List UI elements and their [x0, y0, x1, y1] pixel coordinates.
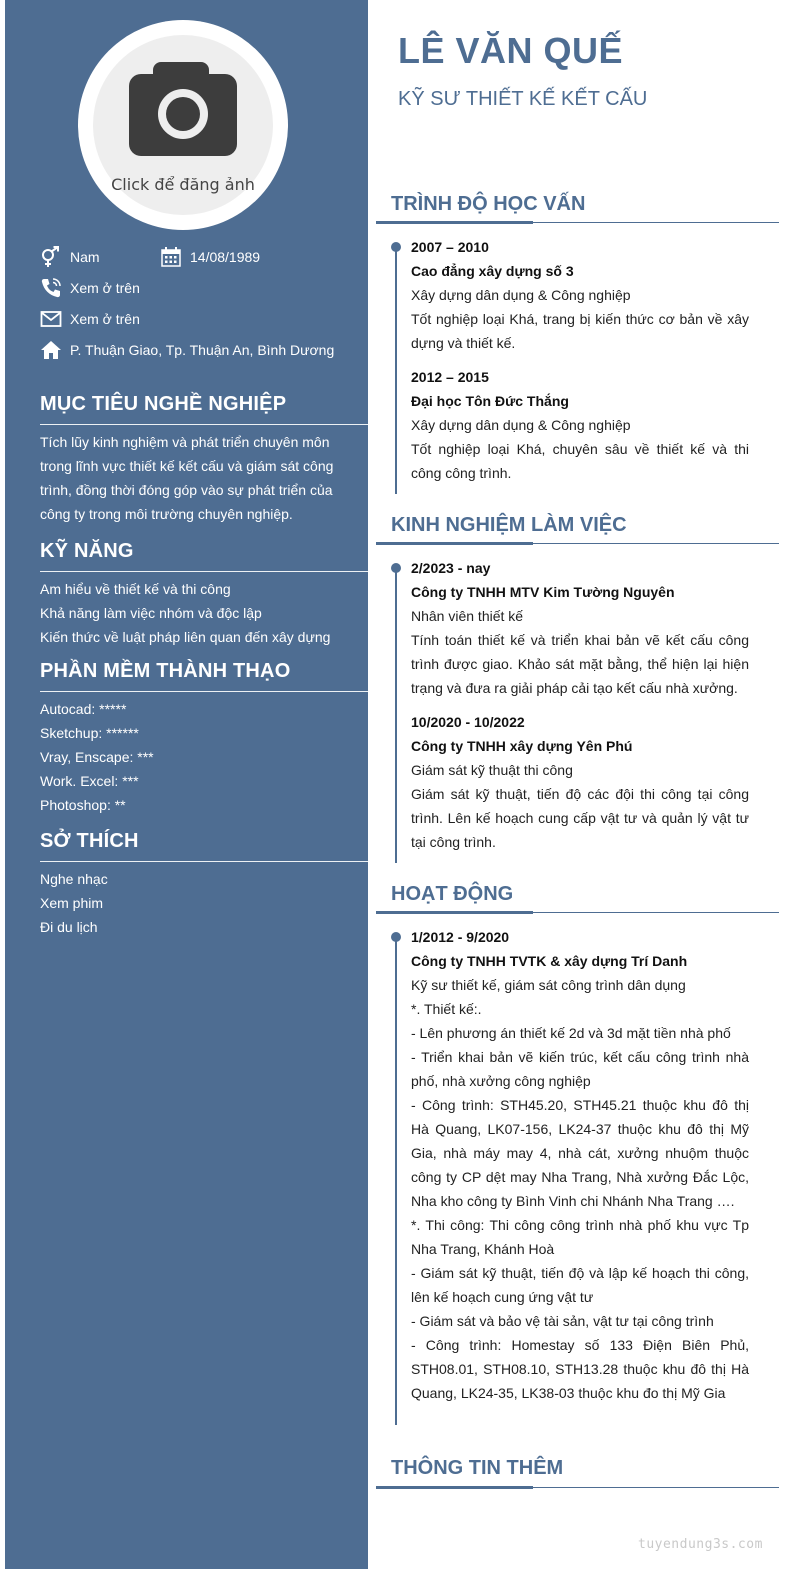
timeline-dot — [391, 563, 401, 573]
activities-heading: HOẠT ĐỘNG — [391, 883, 514, 905]
entry-role: Xây dựng dân dụng & Công nghiệp — [411, 287, 631, 303]
entry-desc: Giám sát kỹ thuật, tiến độ các đội thi công tại công trình. Lên kế hoạch cung cấp vật tư và quản lý vật tư tại công trình. — [411, 786, 749, 850]
extra-info-heading: THÔNG TIN THÊM — [391, 1457, 564, 1479]
activities-divider-accent — [376, 911, 533, 914]
entry-role: Xây dựng dân dụng & Công nghiệp — [411, 417, 631, 433]
activity-entry — [411, 925, 749, 1405]
entry-line: *. Thiết kế:. — [411, 1001, 482, 1017]
entry-line: - Triển khai bản vẽ kiến trúc, kết cấu công trình nhà phố, nhà xưởng công nghiệp — [411, 1049, 749, 1089]
software-item: Autocad: ***** — [40, 701, 127, 717]
objective-divider — [40, 424, 368, 425]
activities-timeline — [395, 933, 397, 1425]
entry-desc: Tính toán thiết kế và triển khai bản vẽ kết cấu công trình được giao. Khảo sát mặt bằng, thể hiện lại hiện trạng và đưa ra giải pháp cải tạo kết cấu nhà xưởng. — [411, 632, 749, 696]
sidebar — [5, 0, 368, 1569]
education-divider-accent — [376, 221, 533, 224]
entry-line: - Giám sát và bảo vệ tài sản, vật tư tại công trình — [411, 1313, 714, 1329]
avatar[interactable] — [78, 20, 288, 230]
entry-org: Công ty TNHH MTV Kim Tường Nguyên — [411, 584, 675, 600]
entry-role: Giám sát kỹ thuật thi công — [411, 762, 573, 778]
address-row — [40, 338, 334, 362]
entry-org: Đại học Tôn Đức Thắng — [411, 393, 569, 409]
timeline-dot — [391, 242, 401, 252]
entry-period: 10/2020 - 10/2022 — [411, 714, 525, 730]
birthdate-value: 14/08/1989 — [190, 249, 261, 265]
candidate-name: LÊ VĂN QUẾ — [398, 30, 624, 71]
watermark: tuyendung3s.com — [638, 1537, 763, 1552]
entry-org: Cao đẳng xây dựng số 3 — [411, 263, 574, 279]
software-item: Sketchup: ****** — [40, 725, 139, 741]
skill-item: Khả năng làm việc nhóm và độc lập — [40, 605, 262, 621]
education-timeline — [395, 243, 397, 494]
skills-list — [40, 577, 360, 649]
hobby-item: Nghe nhạc — [40, 871, 108, 887]
entry-line: - Lên phương án thiết kế 2d và 3d mặt tiền nhà phố — [411, 1025, 731, 1041]
entry-period: 2012 – 2015 — [411, 369, 489, 385]
entry-desc: Tốt nghiệp loại Khá, chuyên sâu về thiết kế và thi công công trình. — [411, 441, 749, 481]
hobby-item: Xem phim — [40, 895, 104, 911]
hobbies-list — [40, 867, 360, 939]
entry-line: *. Thi công: Thi công công trình nhà phố khu vực Tp Nha Trang, Khánh Hoà — [411, 1217, 749, 1257]
upload-photo-text: Click để đăng ảnh — [111, 175, 255, 194]
gender-icon — [40, 246, 62, 268]
software-heading: PHẦN MỀM THÀNH THẠO — [40, 660, 291, 682]
entry-org: Công ty TNHH TVTK & xây dựng Trí Danh — [411, 953, 688, 969]
phone-value: Xem ở trên — [70, 280, 140, 296]
entry-org: Công ty TNHH xây dựng Yên Phú — [411, 738, 633, 754]
timeline-dot — [391, 932, 401, 942]
experience-divider-accent — [376, 542, 533, 545]
experience-entry — [411, 710, 749, 854]
education-entry — [411, 365, 749, 485]
education-heading: TRÌNH ĐỘ HỌC VẤN — [391, 193, 586, 215]
email-row — [40, 307, 140, 331]
envelope-icon — [40, 308, 62, 330]
birthdate-row — [160, 245, 260, 269]
skills-heading: KỸ NĂNG — [40, 540, 134, 562]
objective-heading: MỤC TIÊU NGHỀ NGHIỆP — [40, 393, 287, 415]
software-divider — [40, 691, 368, 692]
candidate-title: KỸ SƯ THIẾT KẾ KẾT CẤU — [398, 88, 648, 110]
software-item: Vray, Enscape: *** — [40, 749, 154, 765]
skill-item: Am hiểu về thiết kế và thi công — [40, 581, 231, 597]
objective-text: Tích lũy kinh nghiệm và phát triển chuyên môn trong lĩnh vực thiết kế kết cấu và giám sát công trình, đồng thời đóng góp vào sự phát triển của công ty trong môi trường chuyên nghiệp. — [40, 434, 334, 522]
phone-row — [40, 276, 140, 300]
hobbies-divider — [40, 861, 368, 862]
entry-period: 1/2012 - 9/2020 — [411, 929, 510, 945]
entry-role: Kỹ sư thiết kế, giám sát công trình dân dụng — [411, 977, 686, 993]
entry-desc: Tốt nghiệp loại Khá, trang bị kiến thức cơ bản về xây dựng và thiết kế. — [411, 311, 749, 351]
software-item: Work. Excel: *** — [40, 773, 139, 789]
entry-line: - Công trình: Homestay số 133 Điện Biên Phủ, STH08.01, STH08.10, STH13.28 thuộc khu đô thị Hà Quang, LK24-35, LK38-03 thuộc khu đo thị Mỹ Gia — [411, 1337, 749, 1401]
skills-divider — [40, 571, 368, 572]
calendar-icon — [160, 246, 182, 268]
entry-period: 2/2023 - nay — [411, 560, 491, 576]
skill-item: Kiến thức về luật pháp liên quan đến xây dựng — [40, 629, 331, 645]
experience-heading: KINH NGHIỆM LÀM VIỆC — [391, 514, 627, 536]
software-list — [40, 697, 360, 817]
software-item: Photoshop: ** — [40, 797, 126, 813]
education-entry — [411, 235, 749, 355]
experience-timeline — [395, 564, 397, 863]
avatar-placeholder[interactable] — [93, 35, 273, 215]
address-value: P. Thuận Giao, Tp. Thuận An, Bình Dương — [70, 342, 335, 358]
hobbies-heading: SỞ THÍCH — [40, 830, 139, 852]
entry-line: - Giám sát kỹ thuật, tiến độ và lập kế hoạch thi công, lên kế hoạch cung ứng vật tư — [411, 1265, 749, 1305]
gender-row — [40, 245, 100, 269]
camera-icon — [129, 62, 237, 156]
gender-value: Nam — [70, 249, 100, 265]
phone-icon — [40, 277, 62, 299]
hobby-item: Đi du lịch — [40, 919, 98, 935]
experience-entry — [411, 556, 749, 700]
entry-line: - Công trình: STH45.20, STH45.21 thuộc khu đô thị Hà Quang, LK07-156, LK24-37 thuộc khu đô thị Mỹ Gia, nhà máy may 4, nhà cát, xưởng nhuộm thuộc công ty CP dệt may Nha Trang, Nhà xưởng Đắc Lộc, Nha kho công ty Bình Vinh chi Nhánh Nha Trang …. — [411, 1097, 749, 1209]
entry-period: 2007 – 2010 — [411, 239, 489, 255]
extra-info-divider-accent — [376, 1486, 533, 1489]
email-value: Xem ở trên — [70, 311, 140, 327]
entry-role: Nhân viên thiết kế — [411, 608, 524, 624]
home-icon — [40, 339, 62, 361]
